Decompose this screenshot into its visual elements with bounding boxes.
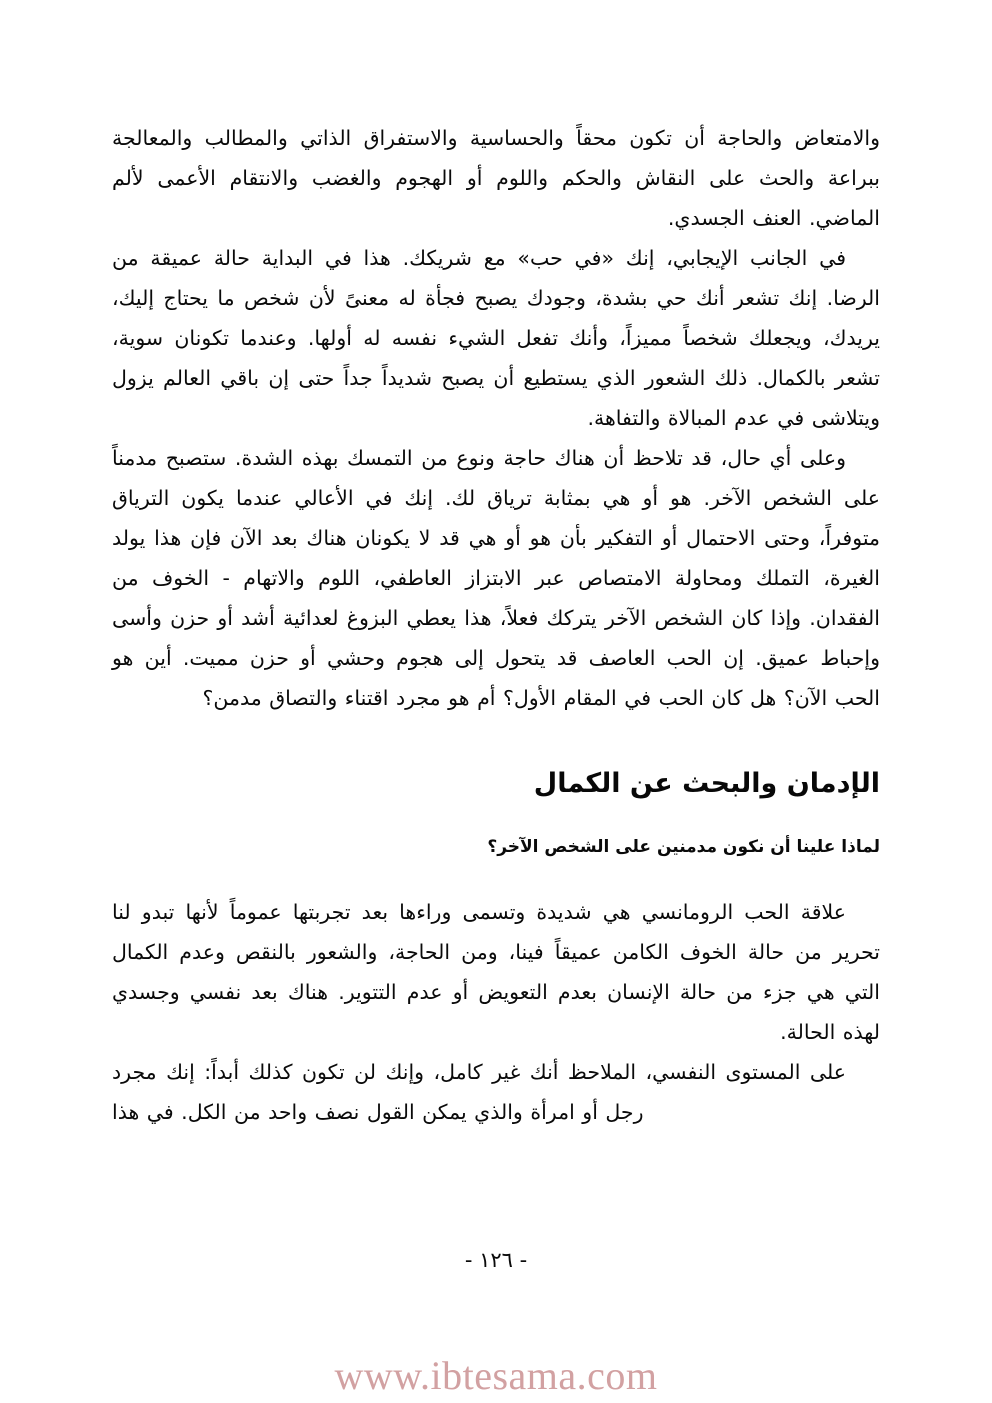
section-heading: الإدمان والبحث عن الكمال (533, 768, 880, 799)
paragraph-4: علاقة الحب الرومانسي هي شديدة وتسمى وراءها بعد تجربتها عموماً لأنها تبدو لنا تحرير من حالة الخوف الكامن عميقاً فينا، ومن الحاجة، والشعور بالنقص وعدم الكمال التي هي جزء من حالة الإنسان بعدم التعويض أو عدم التتوير. هناك بعد نفسي وجسدي لهذه الحالة. (112, 900, 880, 1044)
paragraph-1: والامتعاض والحاجة أن تكون محقاً والحساسية والاستفراق الذاتي والمطالب والمعالجة ببراعة والحث على النقاش والحكم واللوم أو الهجوم والغضب والانتقام الأعمى لألم الماضي. العنف الجسدي. (112, 126, 880, 230)
paragraph-5: على المستوى النفسي، الملاحظ أنك غير كامل، وإنك لن تكون كذلك أبداً: إنك مجرد رجل أو امرأة والذي يمكن القول نصف واحد من الكل. في هذا (112, 1060, 846, 1124)
site-watermark: www.ibtesama.com (334, 1353, 658, 1398)
paragraph-3: وعلى أي حال، قد تلاحظ أن هناك حاجة ونوع من التمسك بهذه الشدة. ستصبح مدمناً على الشخص الآخر. هو أو هي بمثابة ترياق لك. إنك في الأعالي عندما يكون الترياق متوفراً، وحتى الاحتمال أو التفكير بأن هو أو هي قد لا يكونان هناك بعد الآن فإن هذا يولد الغيرة، التملك ومحاولة الامتصاص عبر الابتزاز العاطفي، اللوم والاتهام - الخوف من الفقدان. وإذا كان الشخص الآخر يتركك فعلاً، هذا يعطي البزوغ لعدائية أشد أو حزن وأسى وإحباط عميق. إن الحب العاصف قد يتحول إلى هجوم وحشي أو حزن مميت. أين هو الحب الآن؟ هل كان الحب في المقام الأول؟ أم هو مجرد اقتناء والتصاق مدمن؟ (112, 446, 880, 710)
page-number: - ١٢٦ - (464, 1248, 528, 1272)
section-subheading: لماذا علينا أن نكون مدمنين على الشخص الآخر؟ (487, 837, 880, 857)
paragraph-2: في الجانب الإيجابي، إنك «في حب» مع شريكك. هذا في البداية حالة عميقة من الرضا. إنك تشعر أنك حي بشدة، وجودك يصبح فجأة له معنىً لأن شخص ما يحتاج إليك، يريدك، ويجعلك شخصاً مميزاً، وأنك تفعل الشيء نفسه له أولها. وعندما تكونان سوية، تشعر بالكمال. ذلك الشعور الذي يستطيع أن يصبح شديداً جداً حتى إن باقي العالم يزول ويتلاشى في عدم المبالاة والتفاهة. (112, 246, 880, 430)
heading-spacer (112, 862, 880, 892)
page-text-column (112, 118, 880, 1132)
